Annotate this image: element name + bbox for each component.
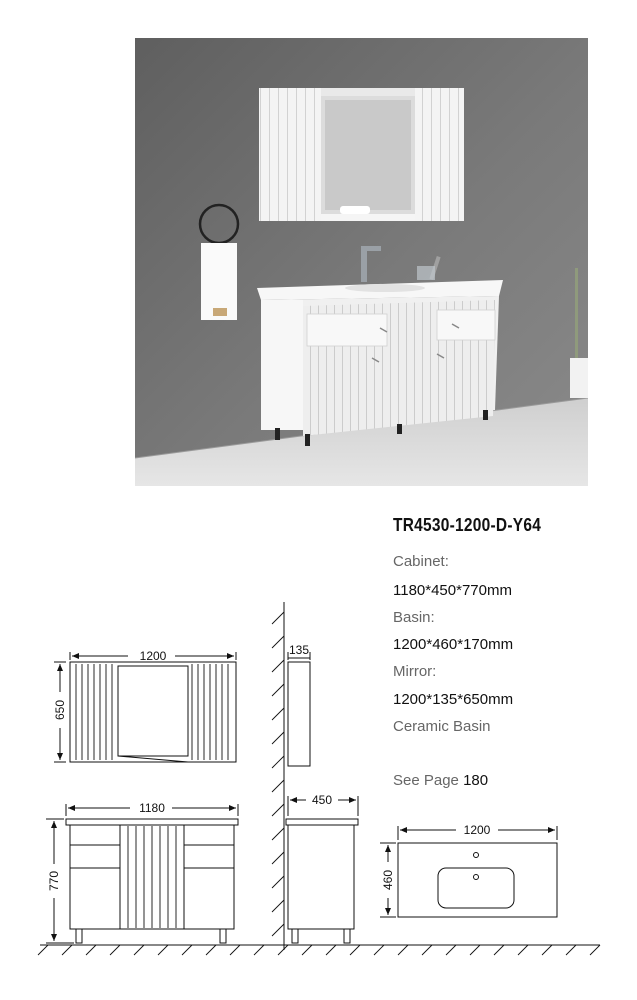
cabinet-dimensions: 1180*450*770mm <box>393 582 512 599</box>
basin-top-view <box>380 826 557 917</box>
mirror-dimensions: 1200*135*650mm <box>393 691 514 708</box>
see-page-label: See Page <box>393 772 459 789</box>
see-page-number: 180 <box>463 772 489 789</box>
basin-dimensions: 1200*460*170mm <box>393 636 514 653</box>
mirror-depth-label: 135 <box>288 643 310 657</box>
product-photo <box>135 38 588 486</box>
material-note: Ceramic Basin <box>393 718 491 735</box>
cabinet-front-view <box>46 804 238 943</box>
floor-line <box>38 945 600 955</box>
basin-label: Basin: <box>393 609 435 626</box>
basin-depth-label: 460 <box>381 869 395 891</box>
technical-drawings <box>0 590 637 1000</box>
basin-width-label: 1200 <box>463 823 491 837</box>
cabinet-height-label: 770 <box>47 870 61 892</box>
cabinet-side-view <box>286 796 358 943</box>
model-number: TR4530-1200-D-Y64 <box>393 515 542 535</box>
mirror-label: Mirror: <box>393 663 437 680</box>
cabinet-depth-label: 450 <box>311 793 333 807</box>
mirror-height-label: 650 <box>53 699 67 721</box>
cabinet-width-label: 1180 <box>139 801 165 815</box>
mirror-width-label: 1200 <box>139 649 167 663</box>
mirror-front-view <box>54 652 236 762</box>
cabinet-label: Cabinet: <box>393 553 449 570</box>
bathroom-vanity-image <box>135 38 588 486</box>
